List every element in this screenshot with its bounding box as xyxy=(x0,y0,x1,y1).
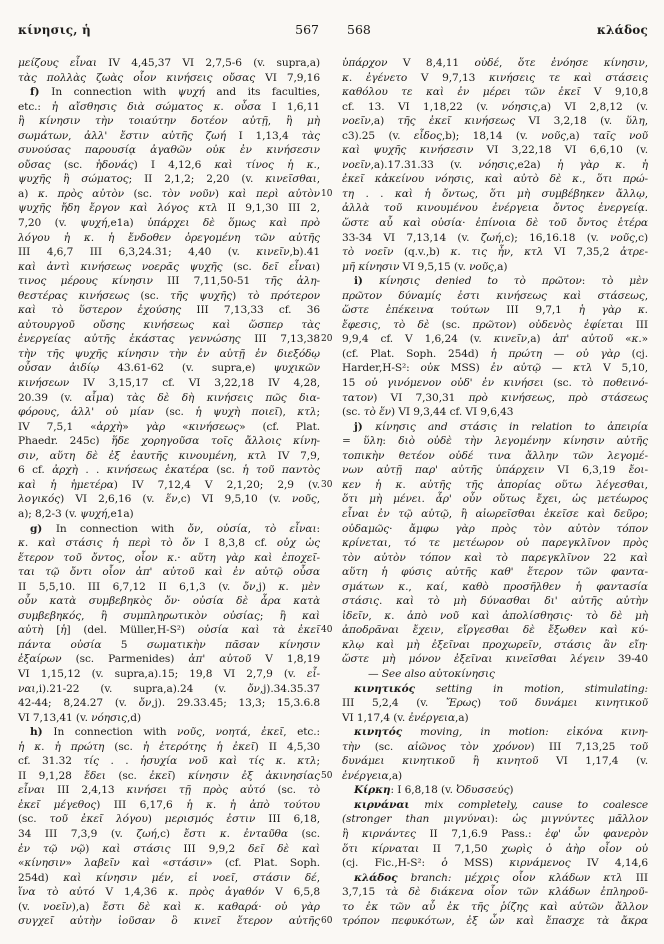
gutter-line-number: 60 xyxy=(321,916,333,927)
text-line: ἀλλὰ τοῦ κινουμένου ἐνέργεια ὄντος ἐνεργείᾳ. xyxy=(342,202,648,215)
text-line: αὕτη ἡ φύσις αὐτῆς καθ' ἕτερον τῶν φαντα- xyxy=(342,566,648,579)
text-line: συνούσας παρουσίᾳ ἀγαθῶν οὐκ ἐν κινήσεσιν xyxy=(18,144,320,157)
text-line: σωμάτων, ἀλλ' ἔστιν αὐτῆς ζωή I 1,13,4 τὰς xyxy=(18,129,320,142)
text-line: III 5,2,4 (v. Ἔρως) τοῦ δυνάμει κινητικοῦ xyxy=(342,697,648,710)
text-line: λόγου ἡ κ. ἡ ἔνδοθεν ὀρεγομένη τῶν αὐτῆς xyxy=(18,231,320,244)
text-line: κεν ἡ κ. αὐτῆς τῆς ἀπορίας οὕτω λέγεσθαι, 30 xyxy=(321,478,648,491)
text-line: τὴν τῆς ψυχῆς κίνησιν τὴν ἐν αὑτῇ ἐν διεξόδῳ xyxy=(18,347,320,360)
text-line: ἐκεῖ κἀκείνου νόησις, καὶ αὐτὸ δὲ κ., ὅτι πρώ- xyxy=(342,173,648,186)
text-line: IV 7,5,1 «ἀρχὴ» γὰρ «κινήσεως» (cf. Plat. xyxy=(18,420,321,433)
text-line: κλῳ καὶ μὴ ἐξεῖναι προχωρεῖν, στάσις ἂν εἴη· xyxy=(342,638,648,651)
text-line: ὥστε αὖ καὶ οὐσία· ἐπίνοια δὲ τοῦ ὄντος ἑτέρα xyxy=(342,217,648,230)
gutter-line-number: 40 xyxy=(321,625,333,636)
text-line: 3,7,15 τὰ δὲ διάκενα οἷον τῶν κλάδων ἐπληροῦ- xyxy=(342,886,648,899)
column-numbers xyxy=(295,22,371,37)
text-line: πρῶτον δύναμίς ἐστι κινήσεως καὶ στάσεως, xyxy=(342,289,648,302)
text-line: (v. νοεῖν),a) ἔστι δὲ καὶ κ. καθαρά· οὐ γὰρ xyxy=(18,900,320,913)
text-line: cf. 13. VI 1,18,22 (v. νόησις,a) VI 2,8,12 (v. xyxy=(342,100,648,113)
text-line: ἢ κίνησιν τὴν τοιαύτην δοτέον αὐτῇ, ἢ μὴ xyxy=(18,115,320,128)
text-line: οὐδαμῶς· ἄμφω γὰρ πρὸς τὸν αὐτὸν τόπον xyxy=(342,522,648,535)
text-line: (sc. τὸ ἕν) VI 9,3,44 cf. VI 9,6,43 xyxy=(342,406,514,419)
text-line: στάσις. καὶ τὸ μὴ δύνασθαι δι' αὐτῆς αὐτὴν xyxy=(342,595,648,608)
text-line: καθόλου τε καὶ ἐν μέρει τῶν ἐκεῖ V 9,10,8 xyxy=(342,86,648,99)
running-head-right: κλάδος xyxy=(596,23,648,37)
text-line: Κίρκη: I 6,8,18 (v. Ὀδυσσεύς) xyxy=(354,784,514,797)
text-line: 33-34 VI 7,13,14 (v. ζωή,c); 16,16.18 (v. νοῦς,c) xyxy=(342,231,648,244)
text-line: (cf. Plat. Soph. 254d) ἡ πρώτη — οὐ γὰρ (cj. xyxy=(342,347,648,360)
text-line: φόρους, ἀλλ' οὐ μίαν (sc. ἡ ψυχὴ ποιεῖ), κτλ; xyxy=(18,406,320,419)
text-line: Harder,H-S²: οὐκ MSS) ἐν αὐτῷ — κτλ V 5,10, xyxy=(342,362,648,375)
text-line: οὖν κατὰ συμβεβηκὸς ὄν· οὐσία δὲ ἆρα κατὰ xyxy=(18,595,320,608)
page-number-right: 568 xyxy=(347,22,371,37)
text-line: σμάτων κ., καί, καθὸ προσῆλθεν ἡ φαντασία xyxy=(342,580,648,593)
text-line: ψυχῆς ἢ σώματος; II 2,1,2; 2,20 (v. κινεῖσθαι, xyxy=(18,173,320,186)
text-line: (sc. τοῦ ἐκεῖ λόγου) μερισμός ἐστιν III 6,18, xyxy=(18,813,320,826)
text-line: 20.39 (v. αἷμα) τὰς δὲ δὴ κινήσεις πῶς δια- xyxy=(18,391,320,404)
text-line: ἡ κ. ἡ πρώτη (sc. ἡ ἑτερότης ἡ ἐκεῖ) II 4,5,30 xyxy=(18,740,320,753)
gutter-line-number: 10 xyxy=(321,188,333,199)
text-line: εἶναι III 2,4,13 κινήσει τῇ πρὸς αὐτό (sc. τὸ xyxy=(18,784,320,797)
text-line: ἐνεργείας αὐτῆς ἑκάστας γεννώσης III 7,13,38 xyxy=(18,333,320,346)
text-line: (stronger than μιγνύναι): ὡς μιγνύντες μᾶλλον xyxy=(342,813,648,826)
text-line: τὸν αὐτὸν τόπον καὶ τὸ παρεγκλῖνον 22 καὶ xyxy=(342,551,648,564)
text-line: τρόπον πεφυκότων, ἐξ ὧν καὶ ἔπασχε τὰ ἄκρα 60 xyxy=(321,915,648,928)
text-line: νοεῖν,a) τῆς ἐκεῖ κινήσεως VI 3,2,18 (v. ὕλη, xyxy=(342,115,648,128)
text-line: 7,20 (v. ψυχή,e1a) ὑπάρχει δὲ ὅμως καὶ πρὸ xyxy=(18,217,320,230)
text-line: ὥστε μὴ μόνον ἐξεῖναι κινεῖσθαι λέγειν 39-40 xyxy=(342,653,648,666)
text-line: 15 οὐ γινόμενον οὐδ' ἐν κινήσει (sc. τὸ ποθεινό- xyxy=(342,377,648,390)
text-line: οὖσαν ἀιδίῳ 43.61-62 (v. supra,e) ψυχικῶν xyxy=(18,362,320,375)
text-line: λογικός) VI 2,6,16 (v. ἕν,c) VI 9,5,10 (v. νοῦς, xyxy=(18,493,320,506)
text-line: τὴν (sc. αἰῶνος τὸν χρόνον) III 7,13,25 τοῦ xyxy=(342,740,648,753)
gutter-line-number: 50 xyxy=(321,770,333,781)
text-line: τοπικὴν θετέον οὐδέ τινα ἄλλην τῶν λεγομέ- xyxy=(342,449,648,462)
text-line: σιν, αὕτη δὲ ἐξ ἑαυτῆς κινουμένη, κτλ IV 7,9, xyxy=(18,449,320,462)
text-line: ται τῷ ὄντι οἷον ἀπ' αὐτοῦ καὶ ἐν αὐτῷ οὖσα xyxy=(18,566,320,579)
text-line: Phaedr. 245c) ἥδε χορηγοῦσα τοῖς ἄλλοις κίνη- xyxy=(18,435,320,448)
text-line: ὅτι μὴ μένει. ἆρ' οὖν οὕτως ἔχει, ὡς μετέωρος xyxy=(342,493,648,506)
text-line: = ὕλη: διὸ οὐδὲ τὴν λεγομένην κίνησιν αὐτῆς xyxy=(342,435,648,448)
text-line: κρίνεται, τό τε μετέωρον οὐ παρεγκλῖνον πρὸς xyxy=(342,537,648,550)
text-line: οὔσας (sc. ἡδονάς) I 4,12,6 καὶ τίνος ἡ κ., xyxy=(18,158,320,171)
text-line: ἀποδρᾶναι ἔχειν, εἴργεσθαι δὲ ἔξωθεν καὶ κύ- 40 xyxy=(321,624,648,637)
text-line: συγχεῖ αὐτὴν ἰοῦσαν ὃ κινεῖ ἕτερον αὐτῆς xyxy=(18,915,320,928)
text-line: μείζους εἶναι IV 4,45,37 VI 2,7,5-6 (v. supra,a) xyxy=(18,57,320,69)
text-line: κιρνάναι mix completely, cause to coalesce xyxy=(354,798,648,811)
text-line: θεστέρας κινήσεως (sc. τῆς ψυχῆς) τὸ πρότερον xyxy=(18,289,320,302)
text-line: νων αὐτῇ παρ' αὐτῆς ὑπάρχειν VI 6,3,19 ἔοι- xyxy=(342,464,648,477)
text-line: «κίνησιν» λαβεῖν καὶ «στάσιν» (cf. Plat. Soph. xyxy=(18,857,321,870)
text-line: πάντα οὐσία 5 σωματικὴν πᾶσαν κίνησιν xyxy=(18,638,320,651)
text-line: ἢ κιρνάντες II 7,1,6.9 Pass.: ἐφ' ὧν φανερὸν xyxy=(342,827,648,840)
text-line: 34 III 7,3,9 (v. ζωή,c) ἔστι κ. ἐνταῦθα (sc. xyxy=(18,827,320,840)
text-line: ψυχῆς ἤδη ἔργον καὶ λόγος κτλ II 9,1,30 III 2, xyxy=(18,202,321,215)
text-line: κινήσεων IV 3,15,17 cf. VI 3,22,18 IV 4,28, xyxy=(18,377,320,390)
text-line: c3).25 (v. εἶδος,b); 18,14 (v. νοῦς,a) ταῖς νοῦ xyxy=(342,129,648,142)
gutter-line-number: 30 xyxy=(321,479,333,490)
gutter-line-number: 20 xyxy=(321,334,333,345)
text-line: 254d) καὶ κίνησιν μέν, εἰ νοεῖ, στάσιν δέ, xyxy=(18,871,320,884)
text-line: ἕτερον τοῦ ὄντος, οἷον κ.· αὕτη γὰρ καὶ ἐποχεῖ- xyxy=(18,551,320,564)
text-line: VI 7,13,41 (v. νόησις,d) xyxy=(18,711,141,724)
text-line: ἔφεσις, τὸ δὲ (sc. πρῶτον) οὐδενὸς ἐφίεται III xyxy=(342,318,648,331)
text-line: a); 8,2-3 (v. ψυχή,e1a) xyxy=(18,507,134,520)
text-line: 9,9,4 cf. V 1,6,24 (v. κινεῖν,a) ἀπ' αὐτοῦ «κ.» 20 xyxy=(321,333,648,346)
text-line: III 4,6,7 III 6,3,24.31; 4,40 (v. κινεῖν,b).41 xyxy=(18,246,320,259)
text-columns xyxy=(18,56,648,929)
text-line: ὥστε ἐπέκεινα τούτων III 9,7,1 ἡ γὰρ κ. xyxy=(342,304,648,317)
text-line: ἐνέργεια,a) 50 xyxy=(321,769,403,782)
text-line: τὸ νοεῖν (q.v.,b) κ. τις ἦν, κτλ VI 7,35,2 ἀτρε- xyxy=(342,246,648,259)
text-line: κινητός moving, in motion: εἰκόνα κινη- xyxy=(354,726,648,739)
text-line: δυνάμει κινητικοῦ ἢ κινητοῦ VI 1,17,4 (v. xyxy=(342,755,648,768)
text-line: etc.: ἡ αἴσθησις διὰ σώματος κ. οὖσα I 1,6,11 xyxy=(18,100,320,113)
text-line: VI 1,15,12 (v. supra,a).15; 19,8 VI 2,7,9 (v. εἶ- xyxy=(18,667,320,680)
page-header xyxy=(18,22,648,37)
text-line: καὶ ἡ ἡμετέρα) IV 7,12,4 V 2,1,20; 2,9 (v. xyxy=(18,478,320,491)
text-line: εἶναι ἐν τῷ αὐτῷ, ἢ αἰωρεῖσθαι ἐκεῖσε καὶ δεῦρο; xyxy=(342,507,648,520)
text-line: ἐν τῷ νῷ) καὶ στάσις III 9,9,2 δεῖ δὲ καὶ xyxy=(18,842,320,855)
text-line: ἰδεῖν, κ. ἀπὸ νοῦ καὶ ἀπολίσθησις· τὸ δὲ μὴ xyxy=(342,609,648,622)
text-line: αὐτὴ [ἡ] (del. Müller,H-S²) οὐσία καὶ τὰ ἐκεῖ xyxy=(18,624,320,637)
text-line: κ. ἐγένετο V 9,7,13 κινήσεις τε καὶ στάσεις xyxy=(342,71,648,84)
text-line: ὅτι κίρναται II 7,1,50 χωρὶς ὁ ἀὴρ οἷον οὐ xyxy=(342,842,648,855)
text-line: τη . . καὶ ἡ ὄντως, ὅτι μὴ συμβέβηκεν ἄλλῳ, 10 xyxy=(321,187,649,200)
text-line: ὑπάρχον V 8,4,11 οὐδέ, ὅτε ἐνόησε κίνησιν, xyxy=(342,57,648,69)
running-head-left: κίνησις, ἡ xyxy=(18,23,91,37)
text-line: συμβεβηκός, ἢ συμπληρωτικὸν οὐσίας; ἢ καὶ xyxy=(18,609,320,622)
text-line: i) κίνησις denied to τὸ πρῶτον: τὸ μὲν xyxy=(354,275,648,288)
text-line: τινος μέρους κίνησιν III 7,11,50-51 τῆς ἀλη- xyxy=(18,275,320,288)
text-line: ἐξαίρων (sc. Parmenides) ἀπ' αὐτοῦ V 1,8,19 xyxy=(18,653,320,666)
text-line: II 9,1,28 ἔδει (sc. ἐκεῖ) κίνησιν ἐξ ἀκινησίας xyxy=(18,769,320,782)
text-line: f) In connection with ψυχή and its faculties, xyxy=(30,86,320,99)
page-number-left: 567 xyxy=(295,22,319,37)
text-line: g) In connection with ὄν, οὐσία, τὸ εἶναι: xyxy=(30,522,320,535)
text-line: καὶ ἀντὶ κινήσεως νοερᾶς ψυχῆς (sc. δεῖ εἶναι) xyxy=(18,260,320,273)
text-line: ἵνα τὸ αὐτό V 1,4,36 κ. πρὸς ἀγαθόν V 6,5,8 xyxy=(18,886,320,899)
text-line: μῆ κίνησιν VI 9,5,15 (v. νοῦς,a) xyxy=(342,260,508,273)
column-right xyxy=(321,56,649,929)
text-line: ναι,i).21-22 (v. supra,a).24 (v. ὄν,j).34.35.37 xyxy=(18,682,320,695)
text-line: το ἐκ τῶν αὖ ἐκ τῆς ῥίζης καὶ αὐτῶν ἄλλον xyxy=(342,900,648,913)
column-left xyxy=(18,56,320,929)
text-line: τὰς πολλὰς ζωὰς οἷον κινήσεις οὔσας VI 7,9,16 xyxy=(18,71,320,84)
text-line: ἐκεῖ μέγεθος) III 6,17,6 ἡ κ. ἡ ἀπὸ τούτου xyxy=(18,798,320,811)
text-line: κινητικός setting in motion, stimulating: xyxy=(354,682,648,695)
text-line: — See also αὐτοκίνησις xyxy=(368,667,495,680)
text-line: II 5,5,10. III 6,7,12 II 6,1,3 (v. ὄν,j) κ. μὲν xyxy=(18,580,320,593)
text-line: κ. καὶ στάσις ἡ περὶ τὸ ὄν I 8,3,8 cf. οὐχ ὡς xyxy=(18,537,320,550)
text-line: h) In connection with νοῦς, νοητά, ἐκεῖ, etc.: xyxy=(30,726,320,739)
text-line: νοεῖν,a).17.31.33 (v. νόησις,e2a) ἡ γὰρ κ. ἡ xyxy=(342,158,649,171)
text-line: καὶ ψυχῆς κινήσεσιν VI 3,22,18 VI 6,6,10 (v. xyxy=(342,144,648,157)
text-line: 6 cf. ἀρχὴ . . κινήσεως ἑκατέρα (sc. ἡ τοῦ παντὸς xyxy=(18,464,320,477)
text-line: (cj. Fic.,H-S²: ὁ MSS) κιρνάμενος IV 4,14,6 xyxy=(342,857,649,870)
text-line: j) κίνησις and στάσις in relation to ἀπειρία xyxy=(354,420,649,433)
text-line: καὶ τὸ ὕστερον ἐχούσης III 7,13,33 cf. 36 xyxy=(18,304,320,317)
text-line: κλάδος branch: μέχρις οἷον κλάδων κτλ III xyxy=(354,871,648,884)
text-line: a) κ. πρὸς αὐτὸν (sc. τὸν νοῦν) καὶ περὶ αὐτὸν xyxy=(18,187,320,200)
text-line: 42-44; 8,24.27 (v. ὄν,j). 29.33.45; 13,3; 15,3.6.8 xyxy=(18,697,320,710)
text-line: τατον) VI 7,30,31 πρὸ κινήσεως, πρὸ στάσεως xyxy=(342,391,648,404)
text-line: αὐτουργοῦ οὔσης κινήσεως καὶ ὥσπερ τὰς xyxy=(18,318,320,331)
text-line: VI 1,17,4 (v. ἐνέργεια,a) xyxy=(342,711,469,724)
text-line: cf. 31.32 τίς . . ἡσυχία νοῦ καὶ τίς κ. κτλ; xyxy=(18,755,320,768)
